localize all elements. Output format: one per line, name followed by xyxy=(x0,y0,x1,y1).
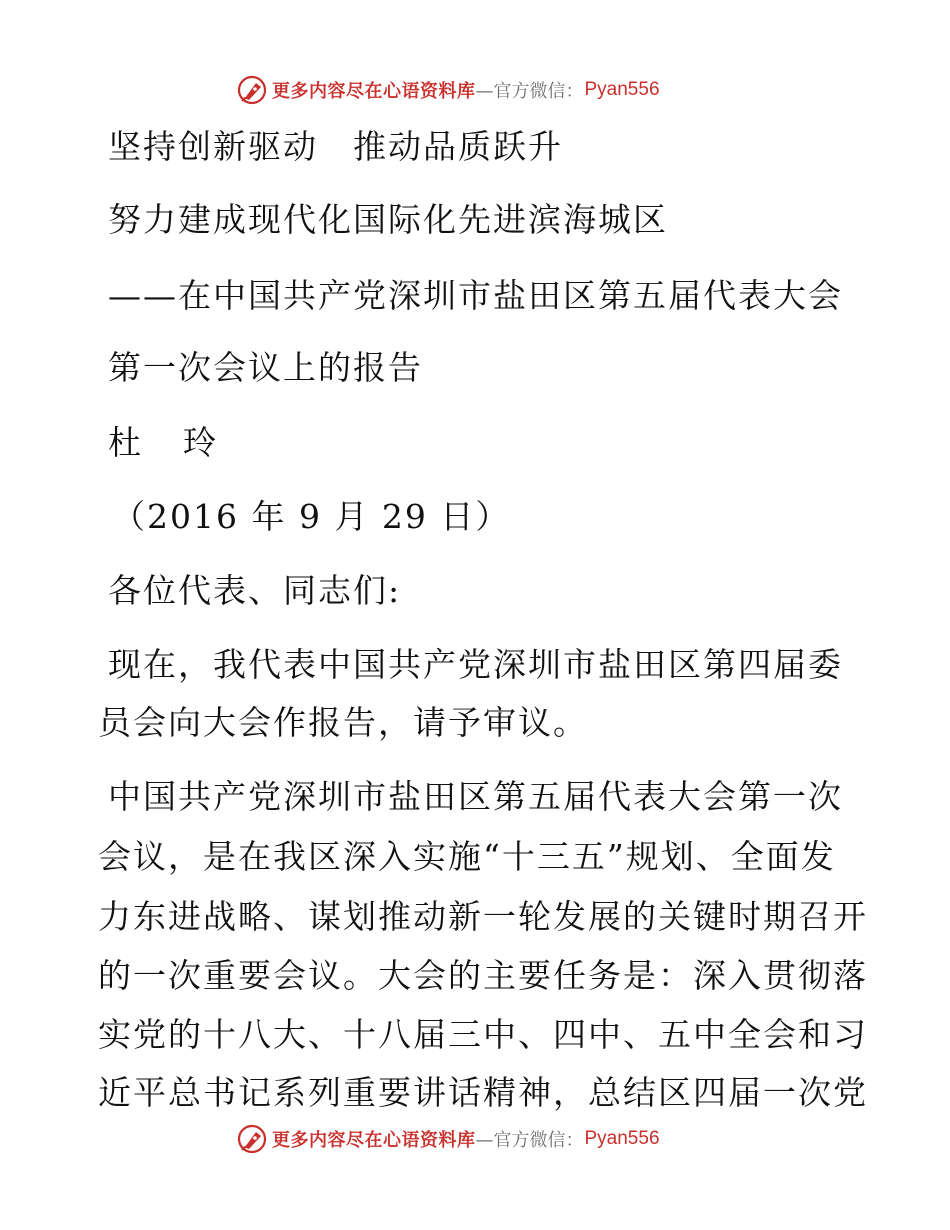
paragraph-2-line-3: 力东进战略、谋划推动新一轮发展的关键时期召开 xyxy=(98,897,868,936)
report-date: （2016 年 9 月 29 日） xyxy=(112,497,511,536)
watermark-dash-text: —官方微信： xyxy=(475,1130,584,1151)
subtitle-line-1: ——在中国共产党深圳市盐田区第五届代表大会 xyxy=(108,276,843,315)
paragraph-2-line-4: 的一次重要会议。大会的主要任务是：深入贯彻落 xyxy=(98,956,868,995)
author-last-char: 玲 xyxy=(183,423,218,462)
watermark-main-text: 更多内容尽在心语资料库 xyxy=(272,1130,476,1151)
subtitle-line-2: 第一次会议上的报告 xyxy=(108,348,423,387)
salutation: 各位代表、同志们: xyxy=(108,571,402,610)
watermark-banner-bottom xyxy=(236,1122,660,1156)
pen-nib-icon xyxy=(236,1123,268,1155)
paragraph-2-line-1: 中国共产党深圳市盐田区第五届代表大会第一次 xyxy=(108,777,843,816)
paragraph-2-line-2: 会议，是在我区深入实施“十三五”规划、全面发 xyxy=(98,837,836,876)
paragraph-1-line-1: 现在，我代表中国共产党深圳市盐田区第四届委 xyxy=(108,645,843,684)
author-first-char: 杜 xyxy=(108,423,143,462)
paragraph-2-line-5: 实党的十八大、十八届三中、四中、五中全会和习 xyxy=(98,1015,868,1054)
paragraph-2-line-6: 近平总书记系列重要讲话精神，总结区四届一次党 xyxy=(98,1073,868,1112)
title-line-2: 努力建成现代化国际化先进滨海城区 xyxy=(108,200,668,239)
pen-nib-icon xyxy=(236,74,268,106)
watermark-account: Pyan556 xyxy=(584,1128,660,1149)
watermark-banner-top xyxy=(236,73,660,107)
watermark-account: Pyan556 xyxy=(584,79,660,100)
title-line-1: 坚持创新驱动 推动品质跃升 xyxy=(108,127,563,166)
author-name xyxy=(108,423,218,463)
paragraph-1-line-2: 员会向大会作报告，请予审议。 xyxy=(98,703,588,742)
watermark-main-text: 更多内容尽在心语资料库 xyxy=(272,81,476,102)
watermark-dash-text: —官方微信： xyxy=(475,81,584,102)
